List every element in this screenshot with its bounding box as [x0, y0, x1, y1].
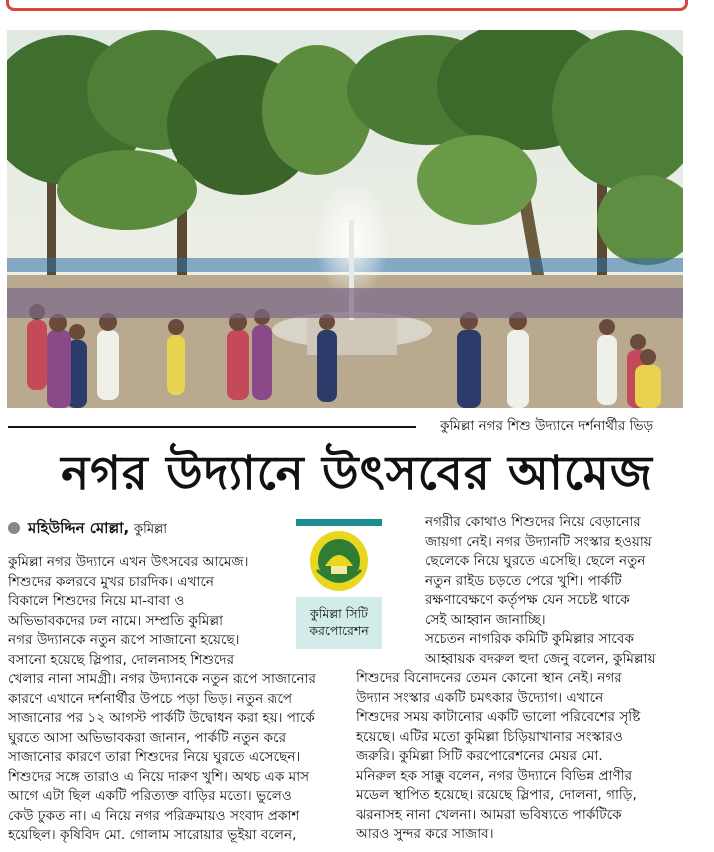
article-line: বসানো হয়েছে স্লিপার, দোলনাসহ শিশুদের — [8, 651, 235, 668]
top-border-frame — [6, 0, 688, 11]
article-line: ঘুরতে আসা অভিভাবকরা জানান, পার্কটি নতুন করে — [8, 729, 287, 746]
article-line: আরও সুন্দর করে সাজাব। — [356, 826, 494, 842]
article-line: বিকালে শিশুদের নিয়ে মা-বাবা ও — [8, 593, 185, 609]
byline — [8, 517, 167, 542]
article-line: শিশুদের বিনোদনের তেমন কোনো স্থান নেই। নগর — [356, 670, 622, 686]
author-name: মহিউদ্দিন মোল্লা, — [28, 519, 130, 537]
article-line: সাজানোর পর ১২ আগস্ট পার্কটি উদ্বোধন করা হয়। পার্কে — [8, 710, 315, 726]
article-line: শিশুদের সময় কাটানোর একটি ভালো পরিবেশের সৃষ্টি — [356, 709, 641, 725]
article-line: সেই আহ্বান জানাচ্ছি। — [425, 611, 546, 628]
article-line: সাজানোর কারণে তারা শিশুদের নিয়ে ঘুরতে এসেছেন। — [8, 749, 301, 765]
article-line: জায়গা নেই। নগর উদ্যানটি সংস্কার হওয়ায় — [425, 533, 652, 550]
park-crowd-illustration — [7, 30, 683, 408]
article-line: আগে এটা ছিল একটি পরিত্যক্ত বাড়ির মতো। ভুলেও — [8, 788, 292, 804]
photo-caption: কুমিল্লা নগর শিশু উদ্যানে দর্শনার্থীর ভিড় — [440, 418, 654, 434]
article-line: নগর উদ্যানকে নতুন রূপে সাজানো হয়েছে। — [8, 632, 240, 648]
article-line: ছেলেকে নিয়ে ঘুরতে এসেছি। ছেলে নতুন — [425, 553, 646, 569]
article-line: শিশুদের কলরবে মুখর চারদিক। এখানে — [8, 573, 215, 590]
logo-accent-bar — [296, 519, 382, 526]
logo-label-line1: কুমিল্লা সিটি — [310, 606, 368, 621]
article-column-2-top — [425, 513, 697, 669]
article-line: কারণে এখানে দর্শনার্থীর উপচে পড়া ভিড়। নতুন রূপে — [8, 690, 293, 707]
article-line: মডেল স্থাপিত হয়েছে। রয়েছে স্লিপার, দোলনা, গাড়ি, — [356, 787, 637, 803]
author-location: কুমিল্লা — [134, 522, 168, 537]
article-line: কেউ ঢুকত না। এ নিয়ে নগর পরিক্রমায়ও সংবাদ প্রকাশ — [8, 807, 300, 824]
article-line: ঝরনাসহ নানা খেলনা। আমরা ভবিষ্যতে পার্কটিকে — [356, 806, 622, 823]
article-line: অভিভাবকদের ঢল নামে। সম্প্রতি কুমিল্লা — [8, 612, 224, 629]
article-line: হয়েছিল। কৃষিবিদ মো. গোলাম সারোয়ার ভূইয়া বলেন, — [8, 827, 297, 843]
article-line: খেলার নানা সামগ্রী। নগর উদ্যানকে নতুন রূপে সাজানোর — [8, 671, 316, 687]
article-line: নগরীর কোথাও শিশুদের নিয়ে বেড়ানোর — [425, 514, 641, 530]
article-line: রক্ষণাবেক্ষণে কর্তৃপক্ষ যেন সচেষ্ট থাকে — [425, 592, 630, 608]
logo-label-line2: করপোরেশন — [309, 623, 369, 638]
bullet-icon — [8, 522, 20, 534]
article-line: শিশুদের সঙ্গে তারাও এ নিয়ে দারুণ খুশি। অথচ এক মাস — [8, 768, 310, 785]
article-line: সচেতন নাগরিক কমিটি কুমিল্লার সাবেক — [425, 631, 634, 647]
article-line: মনিরুল হক সাক্কু বলেন, নগর উদ্যানে বিভিন্ন প্রাণীর — [356, 767, 633, 784]
article-line: আহ্বায়ক বদরুল হুদা জেনু বলেন, কুমিল্লায় — [425, 650, 656, 667]
article-line: নতুন রাইড চড়তে পেরে খুশি। পার্কটি — [425, 572, 622, 589]
article-column-1 — [8, 553, 328, 846]
news-photo — [7, 30, 683, 408]
caption-rule — [8, 426, 416, 428]
headline: নগর উদ্যানে উৎসবের আমেজ — [61, 446, 653, 501]
article-line: জরুরি। কুমিল্লা সিটি করপোরেশনের মেয়র মো. — [356, 748, 603, 764]
article-column-2-bottom — [356, 669, 698, 845]
article-line: কুমিল্লা নগর উদ্যানে এখন উৎসবের আমেজ। — [8, 554, 249, 570]
article-line: হয়েছে। এটির মতো কুমিল্লা চিড়িয়াখানার সংস্কারও — [356, 728, 623, 745]
article-line: উদ্যান সংস্কার একটি চমৎকার উদ্যোগ। এখানে — [356, 689, 604, 706]
